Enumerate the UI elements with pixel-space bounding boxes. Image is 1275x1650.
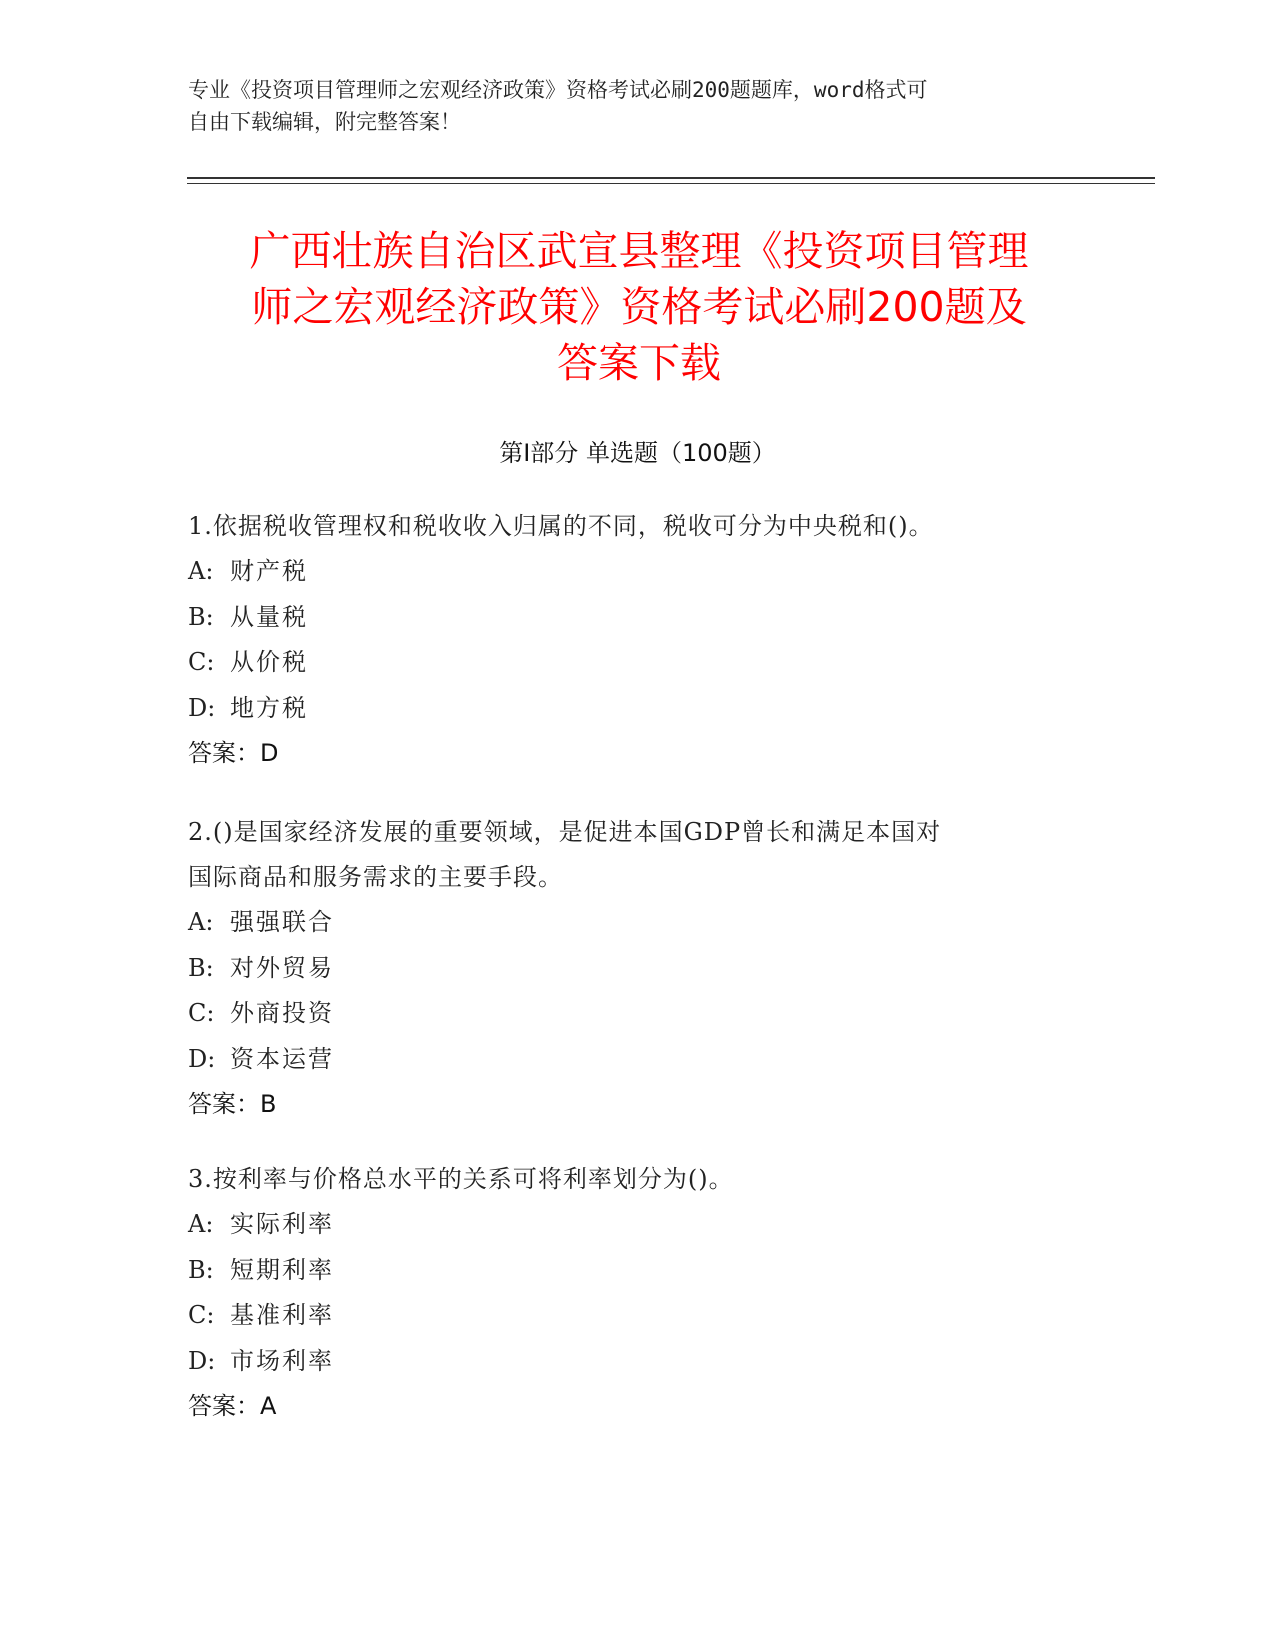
intro-note [188,74,1068,138]
option-b [188,946,1088,992]
option-text: 外商投资 [230,999,334,1027]
title-line: 广西壮族自治区武宣县整理《投资项目管理 [249,227,1029,275]
option-b [188,1248,1088,1294]
option-letter: C: [188,1301,215,1329]
option-text: 从量税 [230,602,308,631]
option-text: 从价税 [230,648,308,676]
intro-line: 专业《投资项目管理师之宏观经济政策》资格考试必刷200题题库，word格式可 [188,78,928,102]
intro-line: 自由下载编辑，附完整答案！ [188,110,461,134]
header-divider-thin [187,183,1155,184]
option-text: 财产税 [230,557,308,585]
option-letter: A: [188,557,214,585]
title-line: 师之宏观经济政策》资格考试必刷200题及 [251,283,1027,331]
option-d [188,1339,1088,1385]
option-text: 市场利率 [230,1346,334,1375]
option-b [188,595,1088,641]
question-stem: 1.依据税收管理权和税收收入归属的不同，税收可分为中央税和()。 [188,512,934,540]
option-letter: D: [188,1346,216,1375]
option-letter: B: [188,1255,214,1284]
option-letter: A: [188,1210,214,1238]
answer-line: 答案：B [188,1090,277,1118]
question-1 [188,504,1088,776]
option-text: 强强联合 [230,908,334,936]
document-title [160,223,1118,391]
option-text: 对外贸易 [230,953,334,982]
section-heading: 第Ⅰ部分 单选题（100题） [499,439,776,467]
header-divider-thick [187,177,1155,179]
option-text: 实际利率 [230,1210,334,1238]
option-c [188,991,1088,1037]
option-letter: D: [188,1044,216,1073]
option-letter: D: [188,693,216,722]
option-letter: C: [188,999,215,1027]
option-text: 资本运营 [230,1044,334,1073]
title-line: 答案下载 [557,339,721,387]
option-a [188,549,1088,595]
option-d [188,1037,1088,1083]
question-stem: 2.()是国家经济发展的重要领域，是促进本国GDP曾长和满足本国对 [188,818,942,846]
question-stem: 3.按利率与价格总水平的关系可将利率划分为()。 [188,1165,734,1193]
option-letter: C: [188,648,215,676]
option-c [188,640,1088,686]
option-letter: B: [188,953,214,982]
option-letter: B: [188,602,214,631]
option-letter: A: [188,908,214,936]
option-text: 短期利率 [230,1255,334,1284]
question-3 [188,1157,1088,1429]
option-a [188,1202,1088,1248]
option-text: 地方税 [230,693,308,722]
answer-line: 答案：A [188,1392,277,1420]
question-stem: 国际商品和服务需求的主要手段。 [188,863,563,891]
answer-line: 答案：D [188,739,279,767]
option-a [188,900,1088,946]
option-c [188,1293,1088,1339]
question-2 [188,810,1088,1127]
option-text: 基准利率 [230,1301,334,1329]
option-d [188,686,1088,732]
